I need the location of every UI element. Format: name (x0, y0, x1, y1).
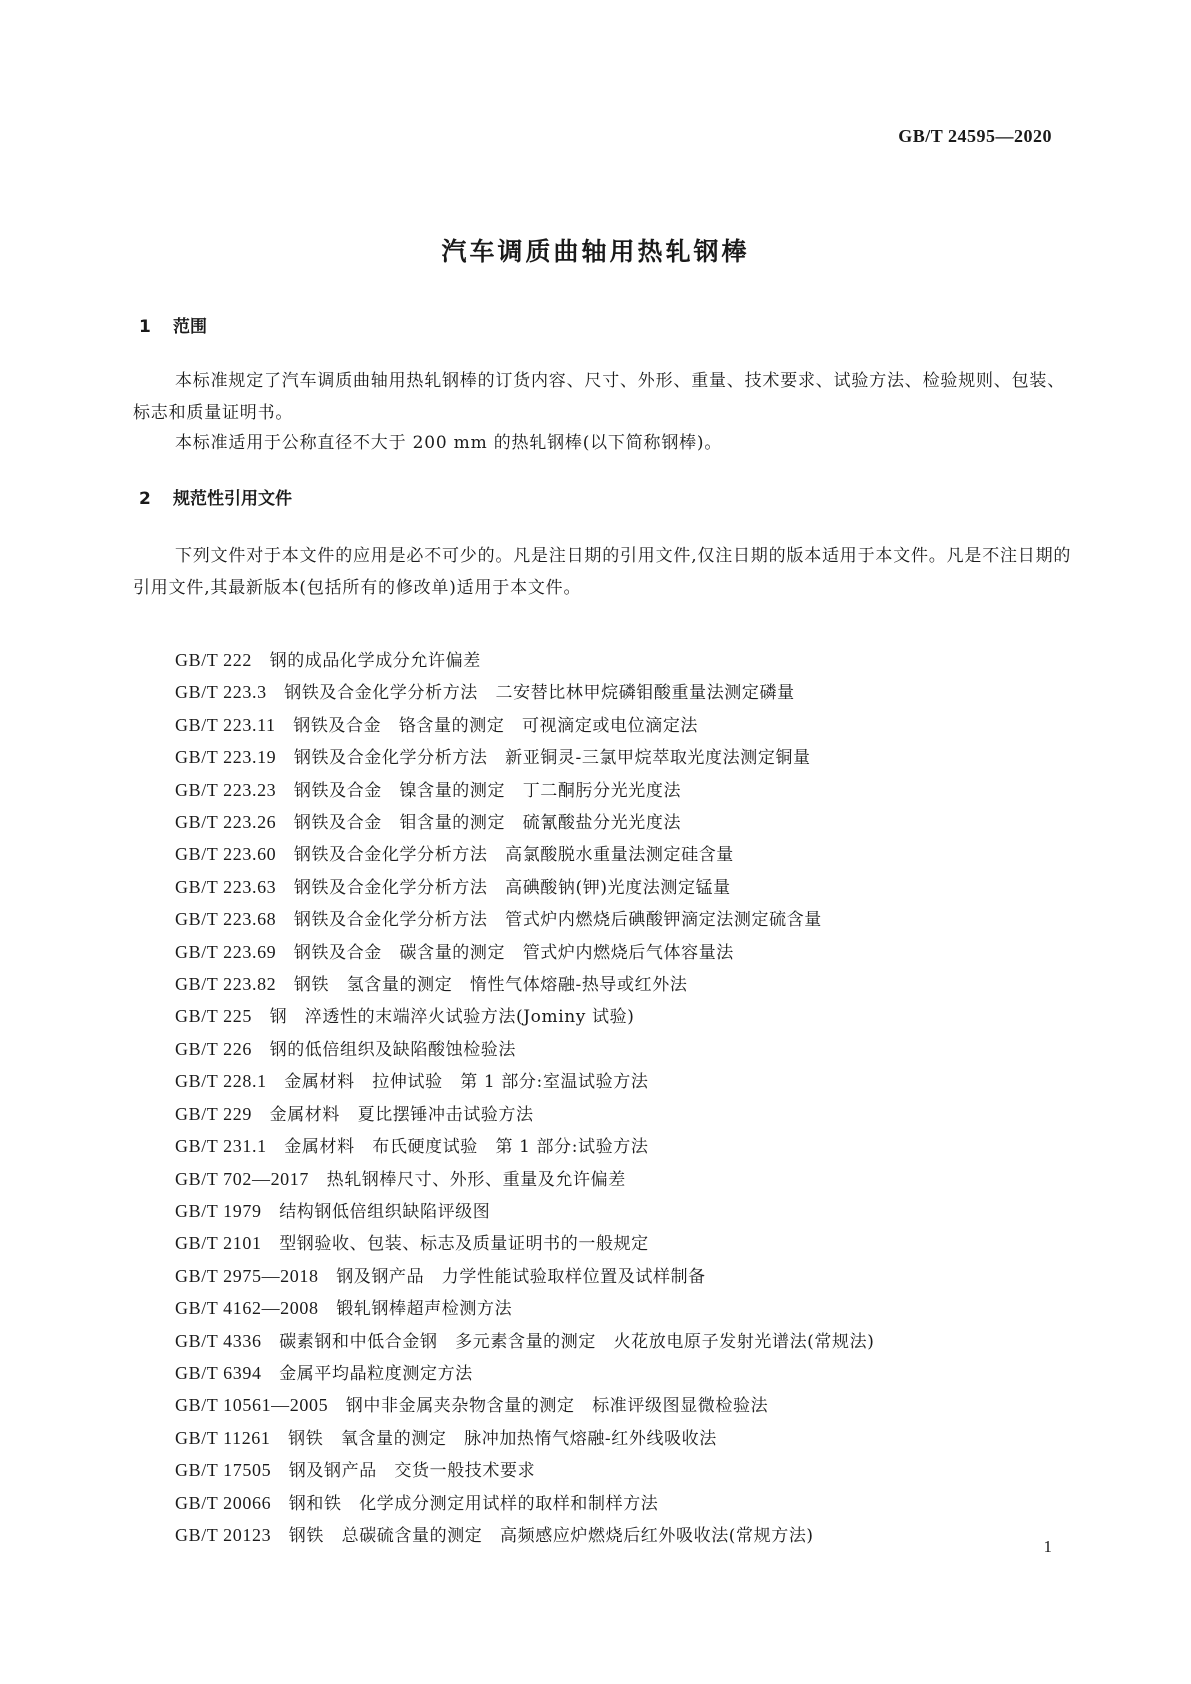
reference-item (175, 1034, 874, 1066)
reference-item (175, 1131, 874, 1163)
reference-title: 钢的成品化学成分允许偏差 (269, 651, 481, 671)
reference-item (175, 1001, 874, 1033)
reference-title: 钢的低倍组织及缺陷酸蚀检验法 (269, 1039, 516, 1060)
reference-title: 钢铁及合金化学分析方法 二安替比林甲烷磷钼酸重量法测定磷量 (284, 683, 795, 704)
section-title: 规范性引用文件 (173, 489, 292, 509)
reference-title: 锻轧钢棒超声检测方法 (336, 1299, 513, 1320)
reference-title: 钢铁及合金化学分析方法 新亚铜灵-三氯甲烷萃取光度法测定铜量 (293, 748, 811, 769)
reference-code: GB/T 229 (175, 1103, 252, 1124)
reference-item (175, 969, 874, 1001)
reference-item (175, 839, 874, 871)
paragraph-text: 下列文件对于本文件的应用是必不可少的。凡是注日期的引用文件,仅注日期的版本适用于本文件。凡是不注日期的引用文件,其最新版本(包括所有的修改单)适用于本文件。 (133, 546, 1072, 598)
reference-code: GB/T 228.1 (175, 1071, 267, 1092)
section-number: 1 (139, 317, 151, 337)
reference-title: 钢铁及合金化学分析方法 高碘酸钠(钾)光度法测定锰量 (293, 877, 731, 898)
reference-code: GB/T 223.69 (175, 941, 277, 962)
reference-title: 钢及钢产品 交货一般技术要求 (288, 1461, 536, 1482)
reference-code: GB/T 20066 (175, 1492, 272, 1513)
reference-item (175, 1293, 874, 1325)
reference-title: 型钢验收、包装、标志及质量证明书的一般规定 (279, 1234, 649, 1255)
reference-title: 钢和铁 化学成分测定用试样的取样和制样方法 (288, 1493, 659, 1514)
reference-item (175, 645, 874, 677)
reference-code: GB/T 223.63 (175, 876, 277, 897)
section-heading-scope (139, 312, 207, 337)
reference-title: 金属平均晶粒度测定方法 (279, 1363, 473, 1384)
paragraph-text: 本标准规定了汽车调质曲轴用热轧钢棒的订货内容、尺寸、外形、重量、技术要求、试验方法、检验规则、包装、标志和质量证明书。 (133, 371, 1065, 423)
reference-item (175, 1455, 874, 1487)
scope-paragraph-1 (133, 365, 1073, 429)
reference-code: GB/T 17505 (175, 1460, 272, 1481)
section-heading-normative-references (139, 484, 292, 509)
reference-title: 钢铁及合金化学分析方法 管式炉内燃烧后碘酸钾滴定法测定硫含量 (293, 910, 822, 931)
reference-item (175, 1261, 874, 1293)
reference-item (175, 1066, 874, 1098)
reference-code: GB/T 4336 (175, 1330, 262, 1351)
reference-code: GB/T 225 (175, 1006, 252, 1027)
reference-item (175, 1099, 874, 1131)
reference-code: GB/T 223.26 (175, 812, 277, 833)
standard-code: GB/T 24595—2020 (898, 126, 1052, 146)
reference-title: 钢铁 氢含量的测定 惰性气体熔融-热导或红外法 (293, 975, 688, 996)
reference-code: GB/T 223.60 (175, 844, 277, 865)
reference-list (175, 645, 874, 1552)
reference-code: GB/T 2975—2018 (175, 1265, 319, 1286)
reference-code: GB/T 231.1 (175, 1136, 267, 1157)
reference-title: 碳素钢和中低合金钢 多元素含量的测定 火花放电原子发射光谱法(常规法) (279, 1331, 875, 1352)
references-intro-paragraph (133, 540, 1073, 604)
reference-title: 钢铁及合金 镍含量的测定 丁二酮肟分光光度法 (293, 780, 682, 801)
reference-item (175, 1488, 874, 1520)
reference-code: GB/T 4162—2008 (175, 1298, 319, 1319)
reference-code: GB/T 1979 (175, 1200, 262, 1221)
reference-item (175, 1196, 874, 1228)
reference-code: GB/T 223.19 (175, 747, 277, 768)
reference-item (175, 904, 874, 936)
reference-title: 热轧钢棒尺寸、外形、重量及允许偏差 (326, 1169, 626, 1190)
scope-paragraph-2 (133, 427, 1073, 459)
reference-title: 金属材料 夏比摆锤冲击试验方法 (269, 1104, 534, 1125)
reference-item (175, 1326, 874, 1358)
reference-title: 金属材料 布氏硬度试验 第 1 部分:试验方法 (284, 1137, 649, 1158)
reference-title: 钢铁及合金化学分析方法 高氯酸脱水重量法测定硅含量 (293, 845, 734, 866)
reference-item (175, 677, 874, 709)
page-number: 1 (1043, 1537, 1052, 1556)
paragraph-text: 本标准适用于公称直径不大于 200 mm 的热轧钢棒(以下简称钢棒)。 (175, 433, 723, 453)
reference-code: GB/T 223.3 (175, 682, 267, 703)
reference-title: 金属材料 拉伸试验 第 1 部分:室温试验方法 (284, 1072, 649, 1093)
reference-code: GB/T 223.23 (175, 779, 277, 800)
reference-code: GB/T 702—2017 (175, 1168, 309, 1189)
reference-code: GB/T 223.11 (175, 714, 276, 735)
reference-code: GB/T 6394 (175, 1362, 262, 1383)
reference-code: GB/T 2101 (175, 1233, 262, 1254)
reference-item (175, 807, 874, 839)
reference-code: GB/T 226 (175, 1038, 252, 1059)
reference-item (175, 1423, 874, 1455)
reference-item (175, 872, 874, 904)
reference-code: GB/T 223.82 (175, 974, 277, 995)
reference-code: GB/T 20123 (175, 1524, 272, 1545)
reference-code: GB/T 11261 (175, 1427, 271, 1448)
reference-title: 钢铁 总碳硫含量的测定 高频感应炉燃烧后红外吸收法(常规方法) (288, 1525, 814, 1546)
reference-item (175, 742, 874, 774)
reference-code: GB/T 222 (175, 650, 252, 670)
reference-item (175, 1228, 874, 1260)
reference-item (175, 1390, 874, 1422)
reference-title: 钢铁及合金 铬含量的测定 可视滴定或电位滴定法 (293, 715, 699, 736)
reference-title: 钢及钢产品 力学性能试验取样位置及试样制备 (336, 1266, 706, 1287)
reference-title: 钢 淬透性的末端淬火试验方法(Jominy 试验) (269, 1007, 635, 1028)
reference-item (175, 1164, 874, 1196)
document-title: 汽车调质曲轴用热轧钢棒 (441, 237, 750, 266)
reference-item (175, 1358, 874, 1390)
section-number: 2 (139, 489, 151, 509)
reference-code: GB/T 10561—2005 (175, 1395, 329, 1416)
reference-title: 钢铁及合金 钼含量的测定 硫氰酸盐分光光度法 (293, 813, 682, 834)
reference-item (175, 1520, 874, 1552)
reference-item (175, 710, 874, 742)
reference-title: 钢中非金属夹杂物含量的测定 标准评级图显微检验法 (345, 1396, 769, 1417)
reference-item (175, 937, 874, 969)
reference-title: 结构钢低倍组织缺陷评级图 (279, 1201, 491, 1222)
section-title: 范围 (173, 317, 207, 337)
reference-item (175, 775, 874, 807)
reference-title: 钢铁 氧含量的测定 脉冲加热惰气熔融-红外线吸收法 (288, 1428, 717, 1449)
reference-title: 钢铁及合金 碳含量的测定 管式炉内燃烧后气体容量法 (293, 942, 734, 963)
reference-code: GB/T 223.68 (175, 909, 277, 930)
